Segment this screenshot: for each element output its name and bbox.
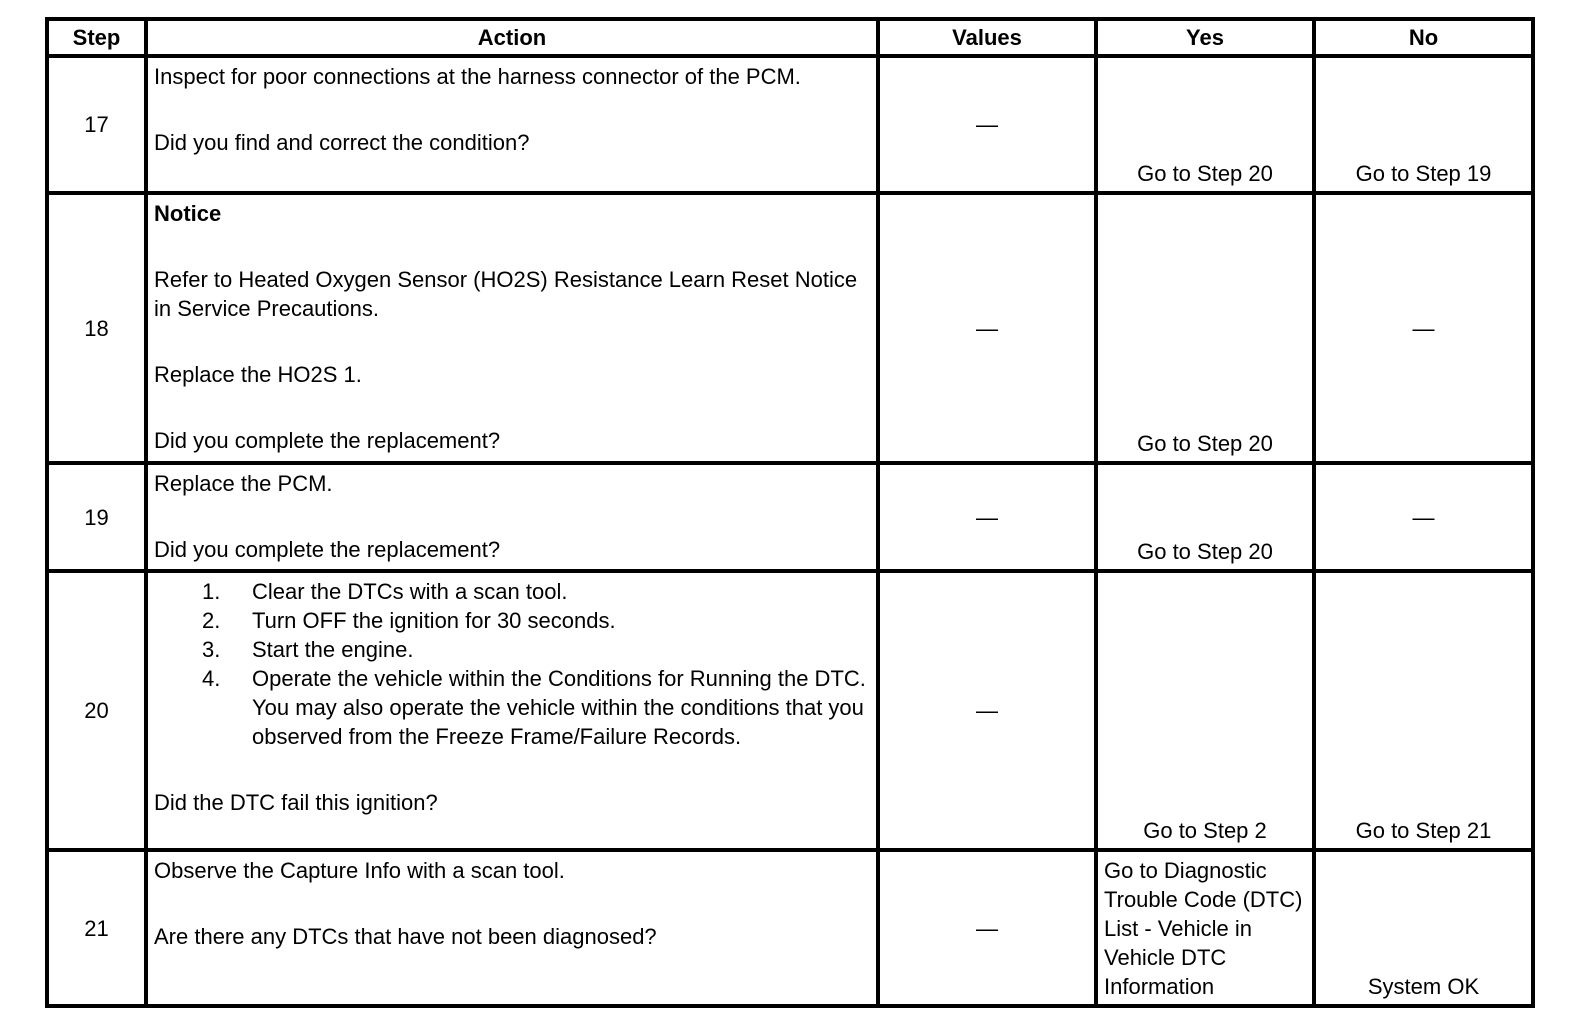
notice-title: Notice <box>154 201 222 226</box>
table-row-step-18 <box>47 193 1533 463</box>
step-number: 17 <box>47 56 146 193</box>
diagnostic-table <box>45 17 1535 1008</box>
no-cell: — <box>1314 463 1533 571</box>
list-item-text: Turn OFF the ignition for 30 seconds. <box>252 608 616 633</box>
action-cell <box>146 193 878 463</box>
action-cell <box>146 56 878 193</box>
header-no: No <box>1314 19 1533 56</box>
list-item <box>202 577 870 606</box>
values-cell: — <box>878 571 1096 850</box>
step-number: 19 <box>47 463 146 571</box>
step-number: 21 <box>47 850 146 1006</box>
action-question: Are there any DTCs that have not been diagnosed? <box>154 924 657 949</box>
step-number: 18 <box>47 193 146 463</box>
no-cell: System OK <box>1314 850 1533 1006</box>
header-action: Action <box>146 19 878 56</box>
action-cell <box>146 571 878 850</box>
values-cell: — <box>878 193 1096 463</box>
action-question: Did you find and correct the condition? <box>154 130 530 155</box>
action-text: Inspect for poor connections at the harness connector of the PCM. <box>154 64 801 89</box>
header-yes: Yes <box>1096 19 1314 56</box>
values-cell: — <box>878 56 1096 193</box>
header-values: Values <box>878 19 1096 56</box>
action-text: Observe the Capture Info with a scan tool. <box>154 858 565 883</box>
table-row-step-19 <box>47 463 1533 571</box>
action-question: Did the DTC fail this ignition? <box>154 790 438 815</box>
table-row-step-21 <box>47 850 1533 1006</box>
no-cell: Go to Step 19 <box>1314 56 1533 193</box>
action-text: Replace the HO2S 1. <box>154 362 362 387</box>
values-cell: — <box>878 463 1096 571</box>
list-item-number: 2. <box>202 608 221 633</box>
no-cell: — <box>1314 193 1533 463</box>
header-step: Step <box>47 19 146 56</box>
table-row-step-20 <box>47 571 1533 850</box>
action-cell <box>146 850 878 1006</box>
yes-cell: Go to Step 20 <box>1096 463 1314 571</box>
notice-text: Refer to Heated Oxygen Sensor (HO2S) Resistance Learn Reset Notice in Service Precautions. <box>154 267 858 321</box>
action-question: Did you complete the replacement? <box>154 428 501 453</box>
action-cell <box>146 463 878 571</box>
no-cell: Go to Step 21 <box>1314 571 1533 850</box>
action-text: Replace the PCM. <box>154 471 333 496</box>
list-item-text: Clear the DTCs with a scan tool. <box>252 579 568 604</box>
list-item-text: Start the engine. <box>252 637 414 662</box>
list-item <box>202 606 870 635</box>
list-item-text: Operate the vehicle within the Conditions for Running the DTC. You may also operate the vehicle within the conditions that you observed from the Freeze Frame/Failure Records. <box>252 666 866 749</box>
list-item-number: 4. <box>202 666 221 691</box>
values-cell: — <box>878 850 1096 1006</box>
list-item-number: 3. <box>202 637 221 662</box>
procedure-list <box>154 577 870 751</box>
list-item <box>202 635 870 664</box>
header-row <box>47 19 1533 56</box>
list-item-number: 1. <box>202 579 221 604</box>
yes-cell: Go to Step 20 <box>1096 193 1314 463</box>
list-item <box>202 664 870 751</box>
table-row-step-17 <box>47 56 1533 193</box>
action-question: Did you complete the replacement? <box>154 537 501 562</box>
yes-cell: Go to Step 2 <box>1096 571 1314 850</box>
yes-cell: Go to Step 20 <box>1096 56 1314 193</box>
yes-cell: Go to Diagnostic Trouble Code (DTC) List - Vehicle in Vehicle DTC Information <box>1096 850 1314 1006</box>
step-number: 20 <box>47 571 146 850</box>
